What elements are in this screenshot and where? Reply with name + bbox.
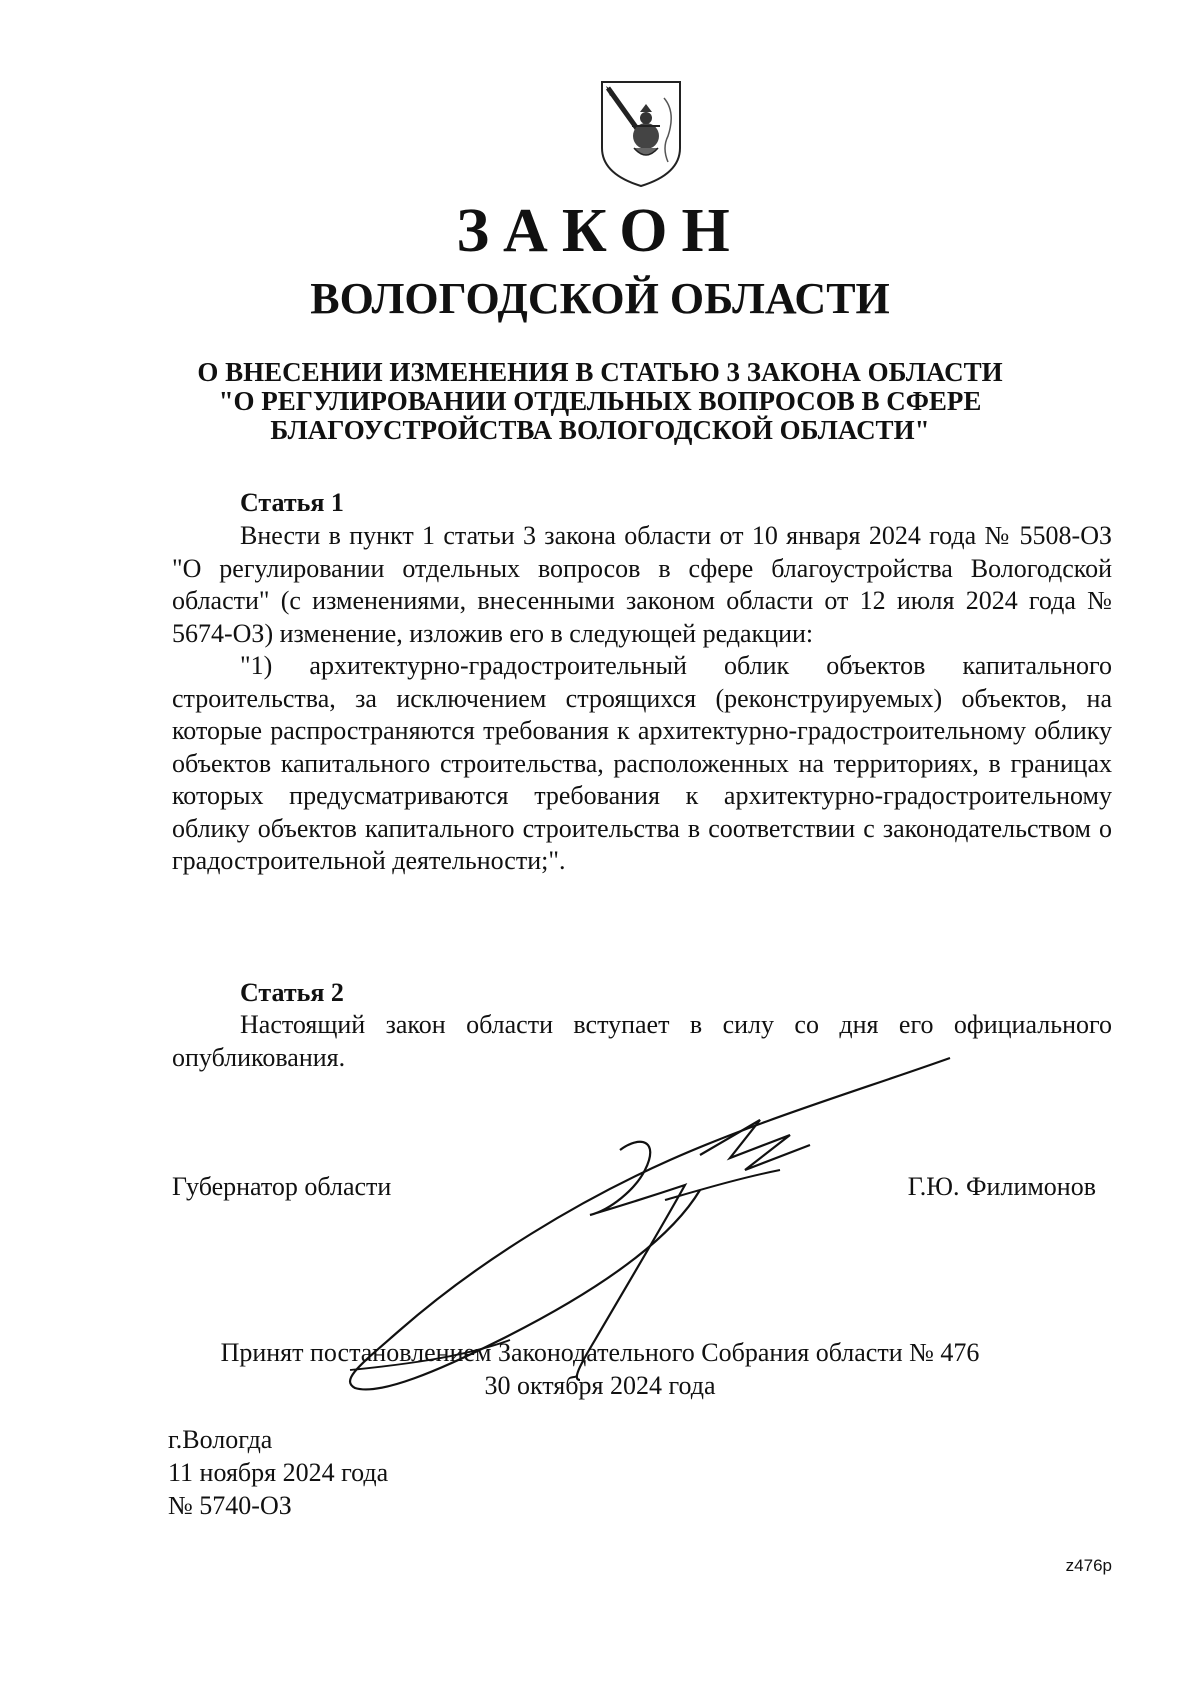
signatory-position: Губернатор области (172, 1172, 392, 1201)
subject-line: БЛАГОУСТРОЙСТВА ВОЛОГОДСКОЙ ОБЛАСТИ" (270, 415, 930, 445)
article-2-heading: Статья 2 (240, 978, 344, 1007)
region-title: ВОЛОГОДСКОЙ ОБЛАСТИ (310, 274, 890, 323)
adoption-note (0, 1336, 1200, 1402)
adoption-line: Принят постановлением Законодательного Собрания области № 476 (220, 1338, 980, 1367)
place-date-block (168, 1423, 388, 1522)
article-1-body (172, 520, 1112, 878)
law-number: № 5740-ОЗ (168, 1491, 292, 1520)
coat-of-arms-emblem (598, 78, 684, 190)
document-title: ЗАКОН (456, 197, 744, 265)
signatory-name: Г.Ю. Филимонов (907, 1172, 1096, 1201)
adoption-date: 30 октября 2024 года (484, 1371, 716, 1400)
article-1-heading: Статья 1 (240, 488, 344, 517)
document-code: z476р (1065, 1556, 1112, 1575)
article-1-paragraph: Внести в пункт 1 статьи 3 закона области от 10 января 2024 года № 5508-ОЗ "О регулировании отдельных вопросов в сфере благоустройства Вологодской области" (с изменениями, внесенными законом области от 12 июля 2024 года № 5674-ОЗ) изменение, изложив его в следующей редакции: (172, 521, 1112, 648)
article-2-paragraph: Настоящий закон области вступает в силу со дня его официального опубликования. (172, 1010, 1112, 1072)
article-1-amendment-text: "1) архитектурно-градостроительный облик объектов капитального строительства, за исключением строящихся (реконструируемых) объектов, на которые распространяются требования к архитектурно-градостроительному облику объектов капитального строительства, расположенных на территориях, в границах которых предусматриваются требования к архитектурно-градостроительному облику объектов капитального строительства в соответствии с законодательством о градостроительной деятельности;". (172, 651, 1112, 875)
city: г.Вологда (168, 1425, 273, 1454)
signing-date: 11 ноября 2024 года (168, 1458, 389, 1487)
subject-line: О ВНЕСЕНИИ ИЗМЕНЕНИЯ В СТАТЬЮ 3 ЗАКОНА ОБЛАСТИ (197, 357, 1003, 387)
subject-line: "О РЕГУЛИРОВАНИИ ОТДЕЛЬНЫХ ВОПРОСОВ В СФЕРЕ (218, 386, 982, 416)
law-subject-title (170, 358, 1030, 445)
